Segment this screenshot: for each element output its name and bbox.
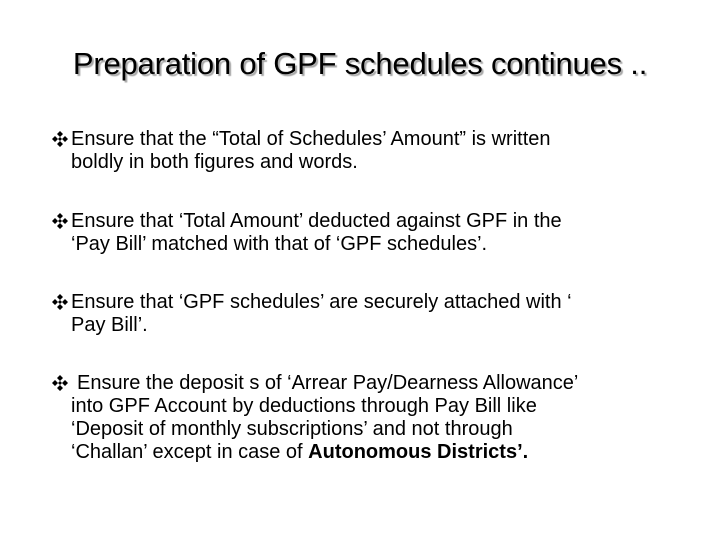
bullet-text: Ensure that the “Total of Schedules’ Amount” is written boldly in both figures and words. — [71, 128, 551, 173]
diamond-of-four-diamonds-icon — [52, 213, 68, 229]
bullet-text-first-line: Ensure the deposit s of ‘Arrear Pay/Dearness Allowance’ — [77, 372, 579, 394]
bullet-text: Ensure that ‘GPF schedules’ are securely attached with ‘ Pay Bill’. — [71, 291, 572, 336]
slide-title: Preparation of GPF schedules continues .. — [72, 46, 648, 81]
bullet-item — [52, 372, 692, 464]
bullet-text-continuation — [71, 395, 692, 464]
bullet-item — [52, 210, 692, 256]
bullet-item — [52, 128, 692, 174]
bullet-text-rest: into GPF Account by deductions through Pay Bill like ‘Deposit of monthly subscriptions’ and not through ‘Challan’ except in case of — [71, 395, 537, 463]
bullet-bold-text: Autonomous Districts’. — [308, 441, 529, 463]
diamond-of-four-diamonds-icon — [52, 131, 68, 147]
diamond-of-four-diamonds-icon — [52, 375, 68, 391]
bullet-text: Ensure that ‘Total Amount’ deducted against GPF in the ‘Pay Bill’ matched with that of ‘GPF schedules’. — [71, 210, 562, 255]
diamond-of-four-diamonds-icon — [52, 294, 68, 310]
bullet-item — [52, 291, 692, 337]
